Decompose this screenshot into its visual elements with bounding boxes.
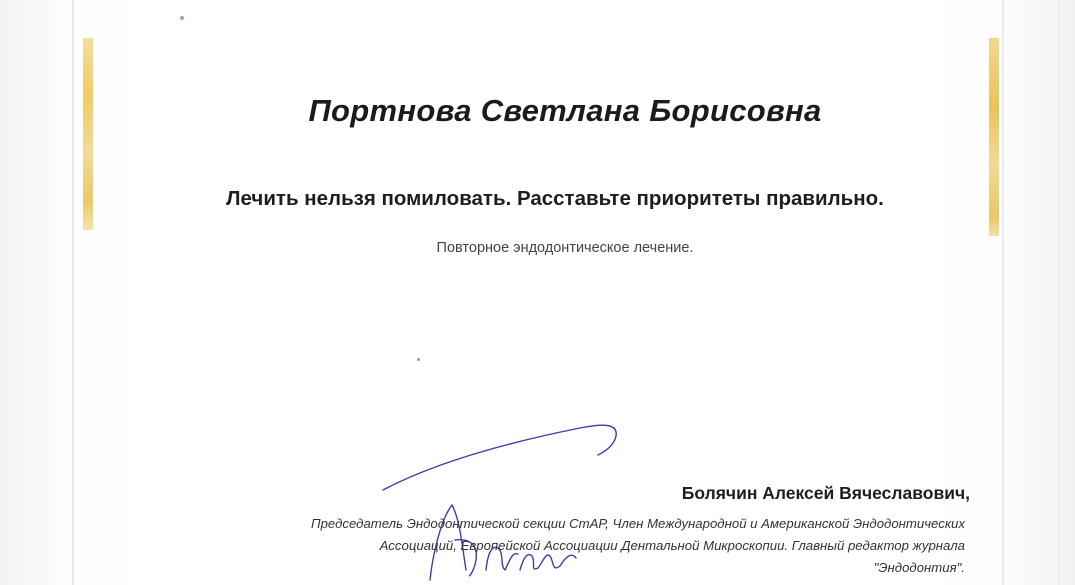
credentials-line: Ассоциаций, Европейской Ассоциации Дентальной Микроскопии. Главный редактор журнала [379, 538, 965, 553]
paper-speck [180, 16, 184, 20]
signatory-name: Болячин Алексей Вячеславович, [681, 483, 970, 503]
paper-speck [417, 358, 420, 361]
page-edge-line [1058, 0, 1060, 585]
lecture-title: Лечить нельзя помиловать. Расставьте приоритеты правильно. [226, 187, 884, 210]
page-edge-line [1002, 0, 1004, 585]
lecture-topic: Повторное эндодонтическое лечение. [436, 240, 694, 256]
recipient-name: Портнова Светлана Борисовна [308, 93, 822, 128]
credentials-line: "Эндодонтия". [873, 560, 965, 575]
credentials-line: Председатель Эндодонтической секции СтАР, Член Международной и Американской Эндодонтических [311, 516, 965, 531]
signatory-credentials [145, 513, 965, 579]
page-edge-line [72, 0, 74, 585]
